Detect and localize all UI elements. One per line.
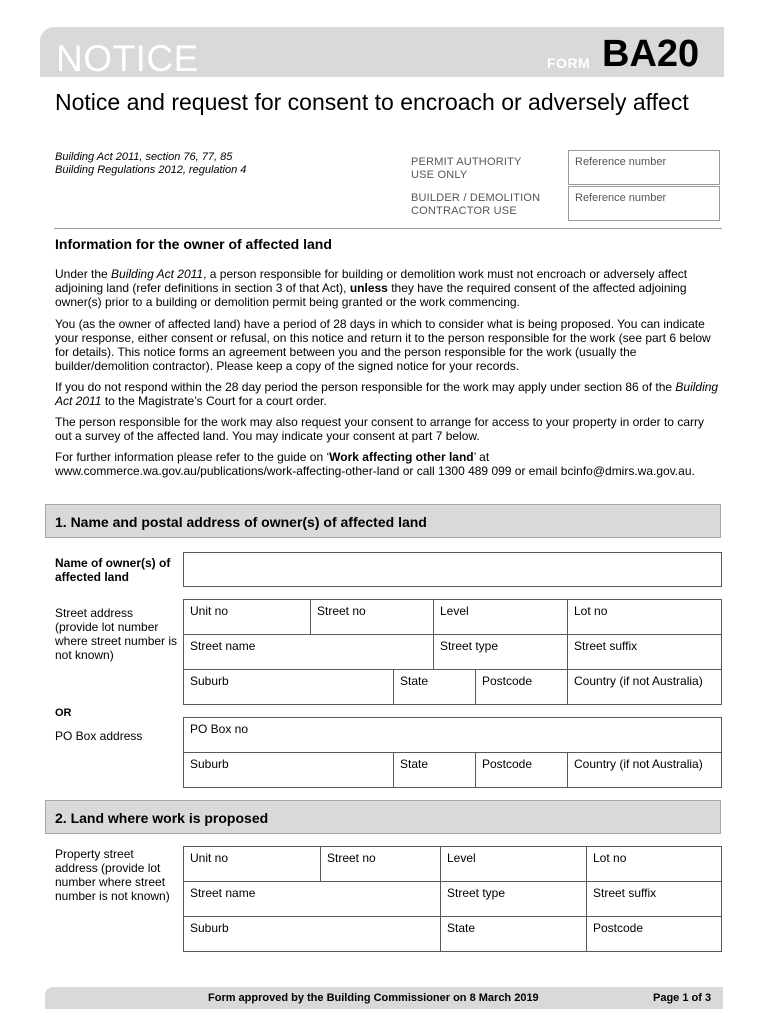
owner-country-field[interactable]: Country (if not Australia) [567, 669, 722, 705]
info-paragraph-1: Under the Building Act 2011, a person responsible for building or demolition work must not encroach or adversely affect adjoining land (refer definitions in section 3 of that Act), unless they have the required consent of the affected adjoining owner(s) prior to a building or demolition permit being granted or the work commencing. [55, 267, 688, 309]
street-address-label: Street address (provide lot number where street number is not known) [55, 606, 178, 662]
owner-street-name-field[interactable]: Street name [183, 634, 434, 670]
property-street-no-field[interactable]: Street no [320, 846, 441, 882]
po-country-field[interactable]: Country (if not Australia) [567, 752, 722, 788]
permit-authority-label [411, 156, 522, 182]
owner-lot-no-field[interactable]: Lot no [567, 599, 722, 635]
property-unit-no-field[interactable]: Unit no [183, 846, 321, 882]
permit-authority-line-2: USE ONLY [411, 169, 468, 181]
owner-name-input[interactable] [183, 552, 722, 587]
property-street-suffix-field[interactable]: Street suffix [586, 881, 722, 917]
notice-heading: NOTICE [56, 38, 199, 79]
property-street-name-field[interactable]: Street name [183, 881, 441, 917]
property-state-field[interactable]: State [440, 916, 587, 952]
owner-street-suffix-field[interactable]: Street suffix [567, 634, 722, 670]
builder-reference-field[interactable]: Reference number [568, 186, 720, 221]
form-code: BA20 [602, 33, 700, 75]
po-box-no-field[interactable]: PO Box no [183, 717, 722, 753]
divider [54, 228, 722, 229]
owner-suburb-field[interactable]: Suburb [183, 669, 394, 705]
owner-unit-no-field[interactable]: Unit no [183, 599, 311, 635]
page-title: Notice and request for consent to encroach or adversely affect [55, 89, 689, 115]
legislation-reference [55, 151, 246, 177]
permit-reference-field[interactable]: Reference number [568, 150, 720, 185]
section-1-header [45, 504, 721, 538]
owner-name-label: Name of owner(s) of affected land [55, 556, 171, 584]
property-postcode-field[interactable]: Postcode [586, 916, 722, 952]
owner-postcode-field[interactable]: Postcode [475, 669, 568, 705]
info-paragraph-4: The person responsible for the work may also request your consent to arrange for access to your property in order to carry out a survey of the affected land. You may indicate your consent at part 7 below. [55, 415, 704, 443]
section-2-header [45, 800, 721, 834]
owner-level-field[interactable]: Level [433, 599, 568, 635]
property-lot-no-field[interactable]: Lot no [586, 846, 722, 882]
po-state-field[interactable]: State [393, 752, 476, 788]
owner-street-no-field[interactable]: Street no [310, 599, 434, 635]
property-address-label: Property street address (provide lot number where street number is not known) [55, 847, 170, 903]
property-level-field[interactable]: Level [440, 846, 587, 882]
owner-street-type-field[interactable]: Street type [433, 634, 568, 670]
section-2-title: 2. Land where work is proposed [55, 810, 269, 826]
info-paragraph-2: You (as the owner of affected land) have a period of 28 days in which to consider what is being proposed. You can indicate your response, either consent or refusal, on this notice and return it to the person responsible for the work (see part 6 below for details). This notice forms an agreement between you and the person responsible for the work (usually the builder/demolition contractor). Please keep a copy of the signed notice for your records. [55, 317, 711, 373]
page-number: Page 1 of 3 [653, 992, 712, 1004]
info-heading: Information for the owner of affected land [55, 236, 332, 252]
section-1-title: 1. Name and postal address of owner(s) of affected land [55, 514, 427, 530]
footer-approval: Form approved by the Building Commissioner on 8 March 2019 [208, 992, 539, 1004]
info-paragraph-5: For further information please refer to the guide on ‘Work affecting other land’ at www.commerce.wa.gov.au/publications/work-affecting-other-land or call 1300 489 099 or email bcinfo@dmirs.wa.gov.au. [55, 450, 695, 478]
builder-use-line-1: BUILDER / DEMOLITION [411, 192, 541, 204]
po-suburb-field[interactable]: Suburb [183, 752, 394, 788]
permit-authority-line-1: PERMIT AUTHORITY [411, 156, 522, 168]
po-box-label: PO Box address [55, 729, 143, 743]
or-label: OR [55, 707, 72, 719]
legislation-line-2: Building Regulations 2012, regulation 4 [55, 164, 247, 176]
owner-state-field[interactable]: State [393, 669, 476, 705]
builder-use-label [411, 192, 540, 218]
builder-use-line-2: CONTRACTOR USE [411, 205, 517, 217]
property-street-type-field[interactable]: Street type [440, 881, 587, 917]
po-postcode-field[interactable]: Postcode [475, 752, 568, 788]
legislation-line-1: Building Act 2011, section 76, 77, 85 [55, 151, 233, 163]
form-label: FORM [547, 55, 591, 71]
info-paragraph-3: If you do not respond within the 28 day period the person responsible for the work may apply under section 86 of the Building Act 2011 to the Magistrate’s Court for a court order. [55, 380, 719, 408]
property-suburb-field[interactable]: Suburb [183, 916, 441, 952]
